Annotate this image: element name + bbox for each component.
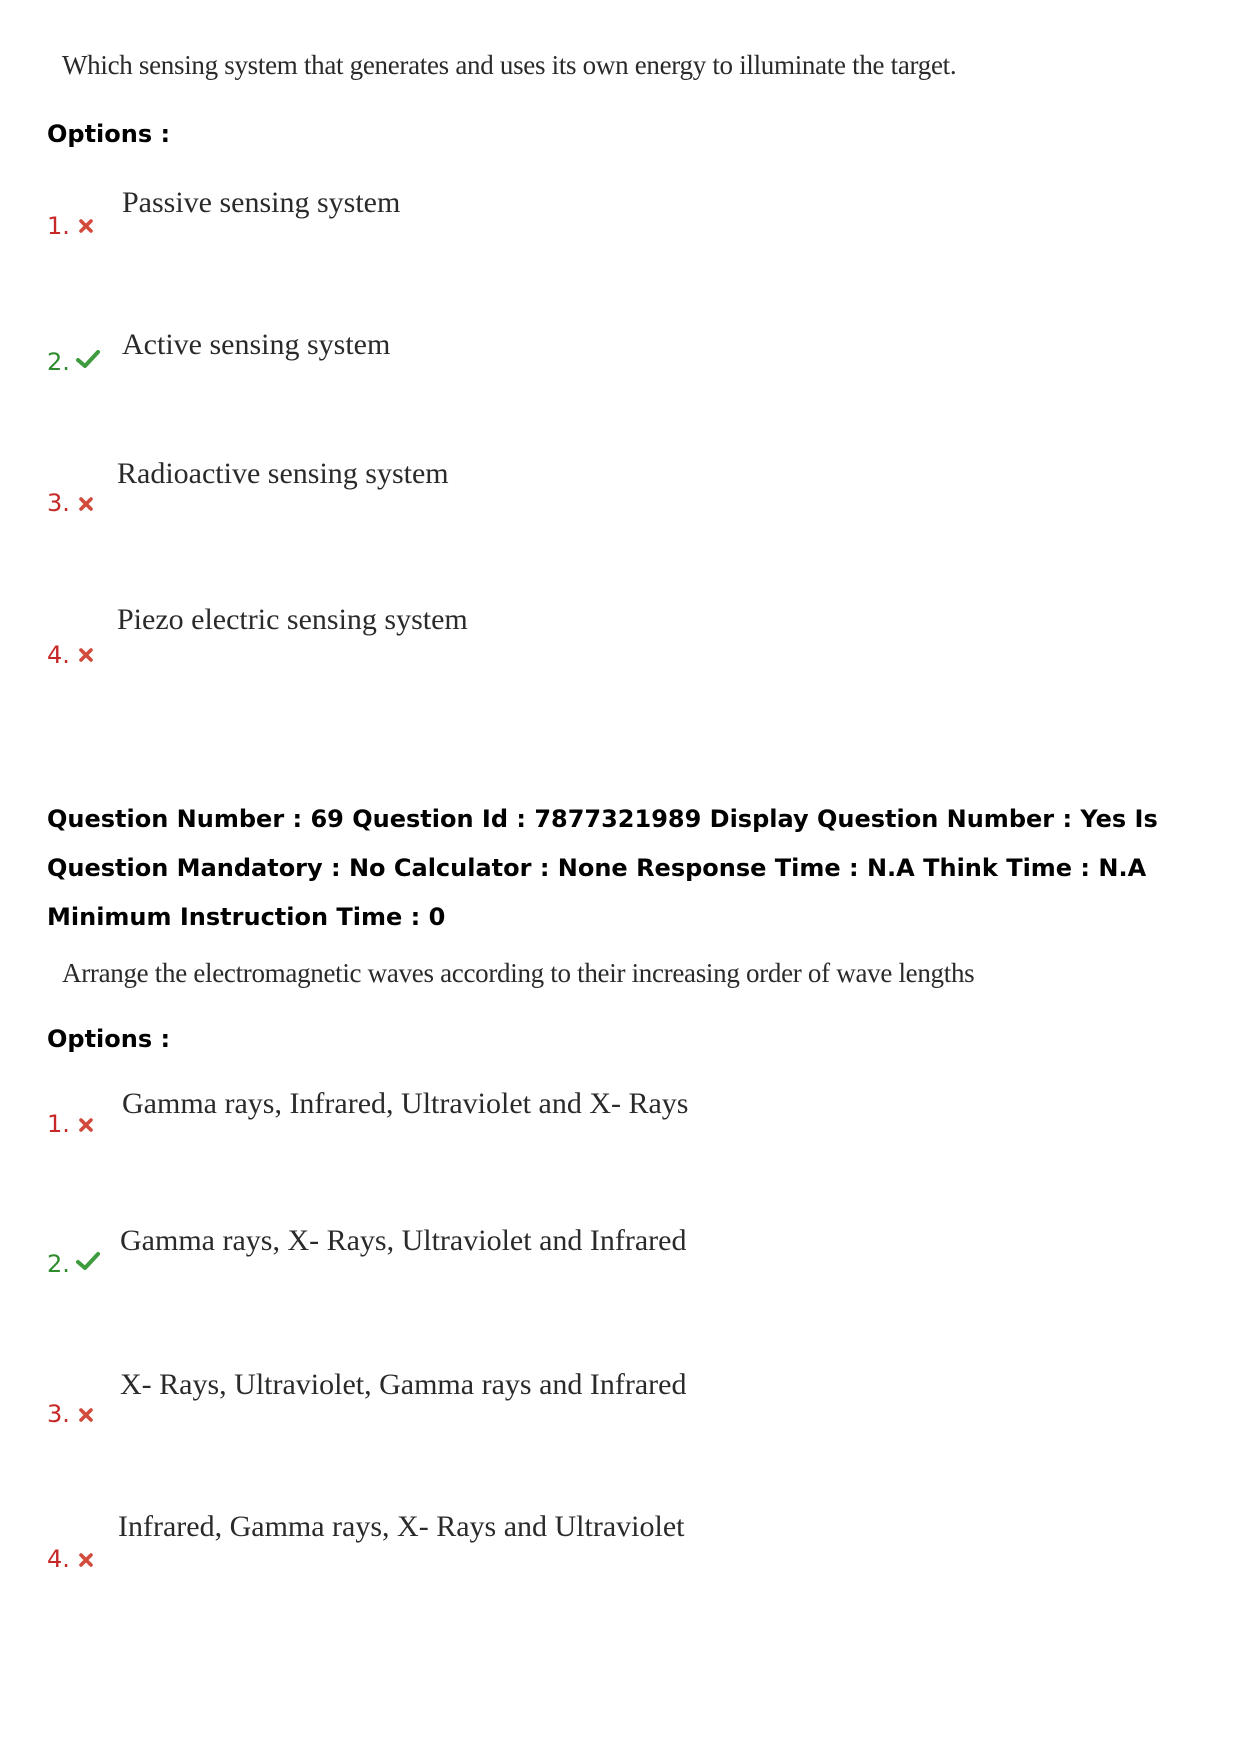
option-text: Piezo electric sensing system [117, 603, 468, 636]
check-icon [76, 349, 100, 374]
cross-icon [78, 1552, 94, 1573]
cross-icon [78, 1407, 94, 1428]
cross-icon [78, 218, 94, 239]
question-metadata [47, 795, 1217, 942]
option-number: 2. [47, 348, 70, 376]
option-number: 3. [47, 489, 70, 517]
option-text: Passive sensing system [122, 186, 401, 219]
question-text: Which sensing system that generates and uses its own energy to illuminate the target. [62, 50, 957, 80]
options-label: Options : [47, 120, 171, 148]
option-number: 4. [47, 1545, 70, 1573]
cross-icon [78, 647, 94, 668]
option-text: Infrared, Gamma rays, X- Rays and Ultraviolet [118, 1510, 685, 1543]
cross-icon [78, 1117, 94, 1138]
option-text: Gamma rays, Infrared, Ultraviolet and X- Rays [122, 1087, 689, 1120]
check-icon [76, 1251, 100, 1276]
option-number: 2. [47, 1250, 70, 1278]
option-text: Radioactive sensing system [117, 457, 449, 490]
option-number: 3. [47, 1400, 70, 1428]
question-text: Arrange the electromagnetic waves according to their increasing order of wave lengths [62, 958, 975, 988]
option-number: 1. [47, 1110, 70, 1138]
option-text: Active sensing system [122, 328, 391, 361]
option-number: 4. [47, 641, 70, 669]
question-meta-text: Question Number : 69 Question Id : 7877321989 Display Question Number : Yes Is Question Mandatory : No Calculator : None Response Time : N.A Think Time : N.A Minimum Instruction Time : 0 [47, 805, 1158, 931]
options-label: Options : [47, 1025, 171, 1053]
cross-icon [78, 496, 94, 517]
option-text: Gamma rays, X- Rays, Ultraviolet and Infrared [120, 1224, 687, 1257]
option-text: X- Rays, Ultraviolet, Gamma rays and Infrared [120, 1368, 687, 1401]
option-number: 1. [47, 212, 70, 240]
